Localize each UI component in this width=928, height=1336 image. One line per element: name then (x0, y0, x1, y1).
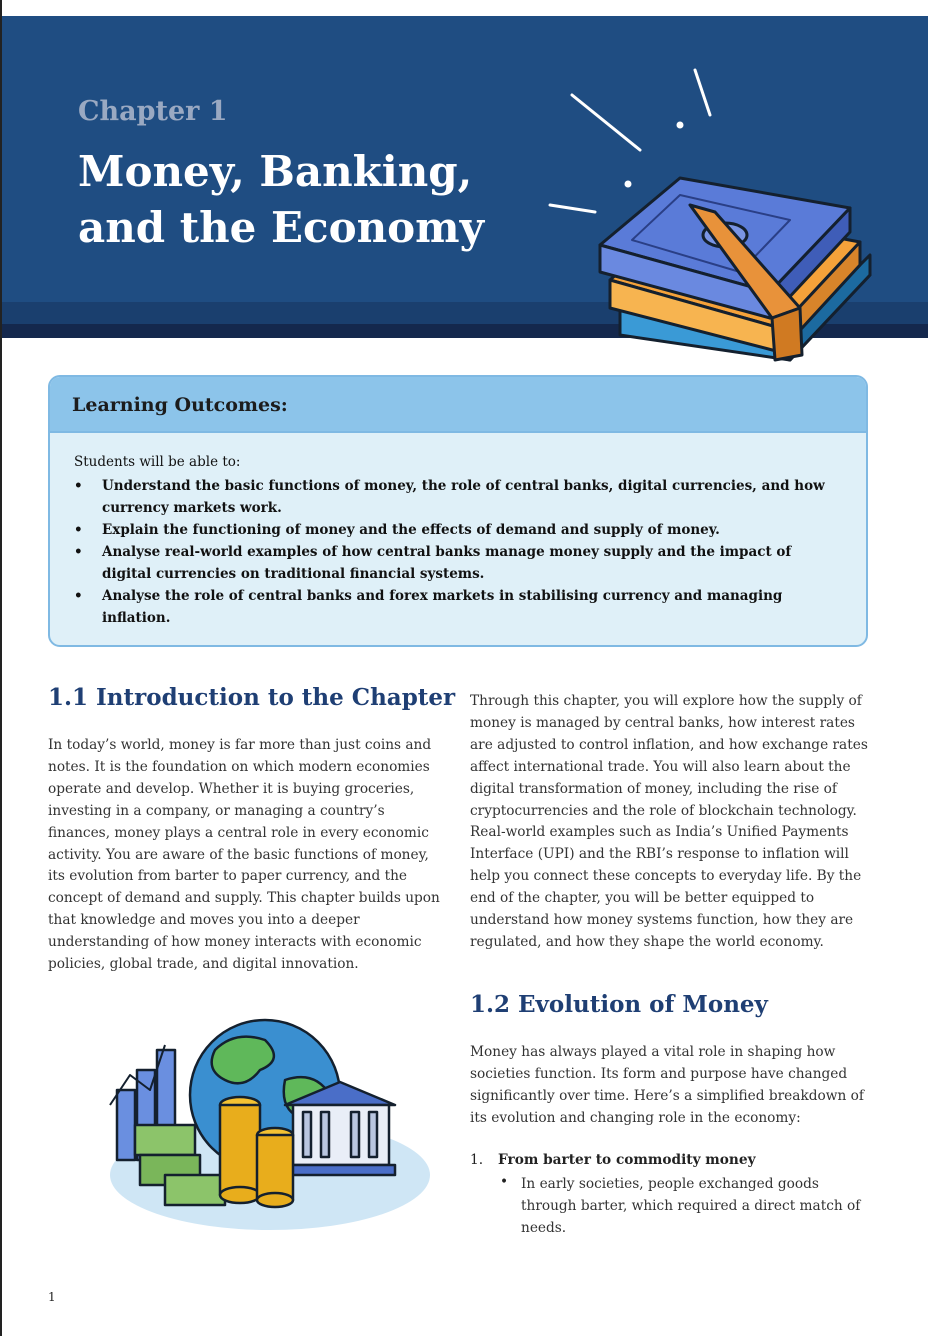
learning-outcomes-title: Learning Outcomes: (72, 394, 288, 416)
bullet: • (74, 544, 83, 560)
list-number: 1. (470, 1152, 484, 1168)
bullet: • (74, 522, 83, 538)
list-item: • Analyse the role of central banks and forex markets in stabilising currency and managing inflation. (74, 585, 834, 629)
money-stack-illustration (540, 60, 900, 370)
bullet: • (74, 588, 83, 604)
page-number: 1 (48, 1290, 56, 1304)
chapter-title: Money, Banking, and the Economy (78, 147, 485, 252)
right-column-paragraph: Through this chapter, you will explore how the supply of money is managed by central banks, how interest rates are adjusted to control inflation, and how exchange rates affect international trade. You will also learn about the digital transformation of money, including the rise of cryptocurrencies and the role of blockchain technology. Real-world examples such as India’s Unified Payments Interface (UPI) and the RBI’s response to inflation will help you connect these concepts to everyday life. By the end of the chapter, you will be better equipped to understand how money systems function, how they are regulated, and how they shape the world economy. (470, 693, 868, 950)
learning-outcomes-intro: Students will be able to: (74, 454, 241, 470)
list-item: • Understand the basic functions of money, the role of central banks, digital currencies, and how currency markets work. (74, 475, 834, 519)
list-item: • Explain the functioning of money and the effects of demand and supply of money. (74, 519, 834, 541)
introduction-paragraph: In today’s world, money is far more than just coins and notes. It is the foundation on which modern economies operate and develop. Whether it is buying groceries, investing in a company, or managing a country’s finances, money plays a central role in every economic activity. You are aware of the basic functions of money, its evolution from barter to paper currency, and the concept of demand and supply. This chapter builds upon that knowledge and moves you into a deeper understanding of how money interacts with economic policies, global trade, and digital innovation. (48, 737, 440, 973)
economy-globe-illustration (95, 1010, 430, 1235)
learning-outcomes-box (48, 375, 868, 647)
chapter-label: Chapter 1 (78, 96, 228, 127)
evolution-paragraph: Money has always played a vital role in shaping how societies function. Its form and purpose have changed significantly over time. Here’s a simplified breakdown of its evolution and changing role in the economy: (470, 1044, 864, 1126)
list-item-title: From barter to commodity money (498, 1152, 756, 1168)
section-heading-introduction: 1.1 Introduction to the Chapter (48, 684, 456, 711)
learning-outcomes-list (74, 475, 834, 629)
sub-bullet: • (500, 1174, 509, 1190)
list-item: • Analyse real-world examples of how central banks manage money supply and the impact of digital currencies on traditional financial systems. (74, 541, 834, 585)
bullet: • (74, 478, 83, 494)
sub-bullet-text: In early societies, people exchanged goods through barter, which required a direct match of needs. (521, 1176, 861, 1236)
section-heading-evolution: 1.2 Evolution of Money (470, 991, 768, 1018)
top-strip (0, 0, 928, 16)
